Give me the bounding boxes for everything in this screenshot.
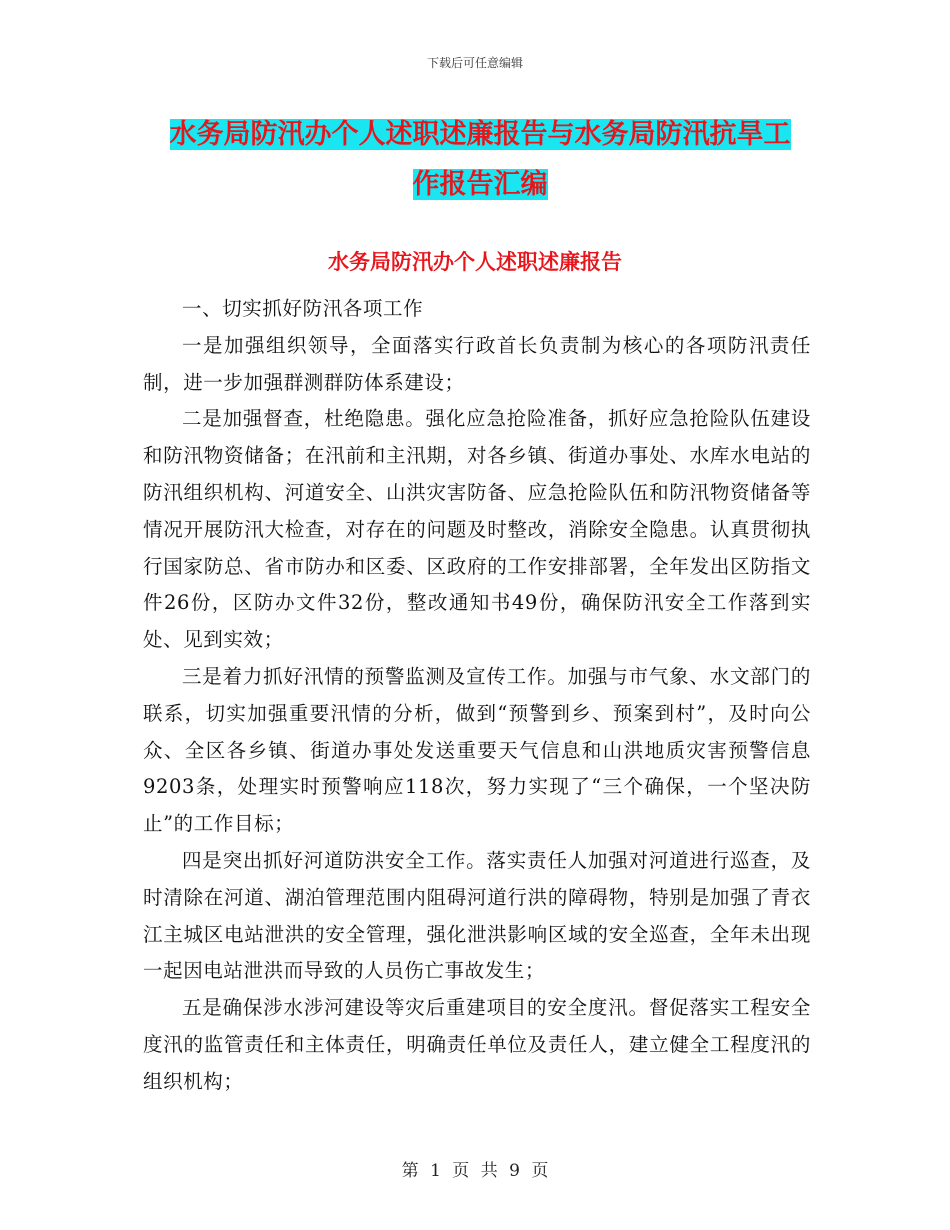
paragraph: 四是突出抓好河道防洪安全工作。落实责任人加强对河道进行巡查，及时清除在河道、湖泊管理范围内阻碍河道行洪的障碍物，特别是加强了青衣江主城区电站泄洪的安全管理，强化泄洪影响区域的安全巡查，全年未出现一起因电站泄洪而导致的人员伤亡事故发生； xyxy=(143,848,811,983)
section-title: 水务局防汛办个人述职述廉报告 xyxy=(328,249,622,274)
paragraph: 一是加强组织领导，全面落实行政首长负责制为核心的各项防汛责任制，进一步加强群测群防体系建设； xyxy=(143,333,811,394)
document-title xyxy=(140,110,820,210)
document-title-line-2: 作报告汇编 xyxy=(412,169,548,200)
header-note: 下载后可任意编辑 xyxy=(426,56,523,70)
paragraph: 二是加强督查，杜绝隐患。强化应急抢险准备，抓好应急抢险队伍建设和防汛物资储备；在汛前和主汛期，对各乡镇、街道办事处、水库水电站的防汛组织机构、河道安全、山洪灾害防备、应急抢险队伍和防汛物资储备等情况开展防汛大检查，对存在的问题及时整改，消除安全隐患。认真贯彻执行国家防总、省市防办和区委、区政府的工作安排部署，全年发出区防指文件26份，区防办文件32份，整改通知书49份，确保防汛安全工作落到实处、见到实效； xyxy=(143,407,811,652)
body-text xyxy=(143,291,811,1101)
paragraph: 五是确保涉水涉河建设等灾后重建项目的安全度汛。督促落实工程安全度汛的监管责任和主体责任，明确责任单位及责任人，建立健全工程度汛的组织机构； xyxy=(143,996,811,1093)
paragraph: 一、切实抓好防汛各项工作 xyxy=(182,297,424,320)
page-footer: 第 1 页 共 9 页 xyxy=(401,1161,549,1181)
document-title-line-1: 水务局防汛办个人述职述廉报告与水务局防汛抗旱工 xyxy=(169,119,791,150)
paragraph: 三是着力抓好汛情的预警监测及宣传工作。加强与市气象、水文部门的联系，切实加强重要汛情的分析，做到“预警到乡、预案到村”，及时向公众、全区各乡镇、街道办事处发送重要天气信息和山洪地质灾害预警信息9203条，处理实时预警响应118次，努力实现了“三个确保，一个坚决防止”的工作目标； xyxy=(143,664,811,836)
